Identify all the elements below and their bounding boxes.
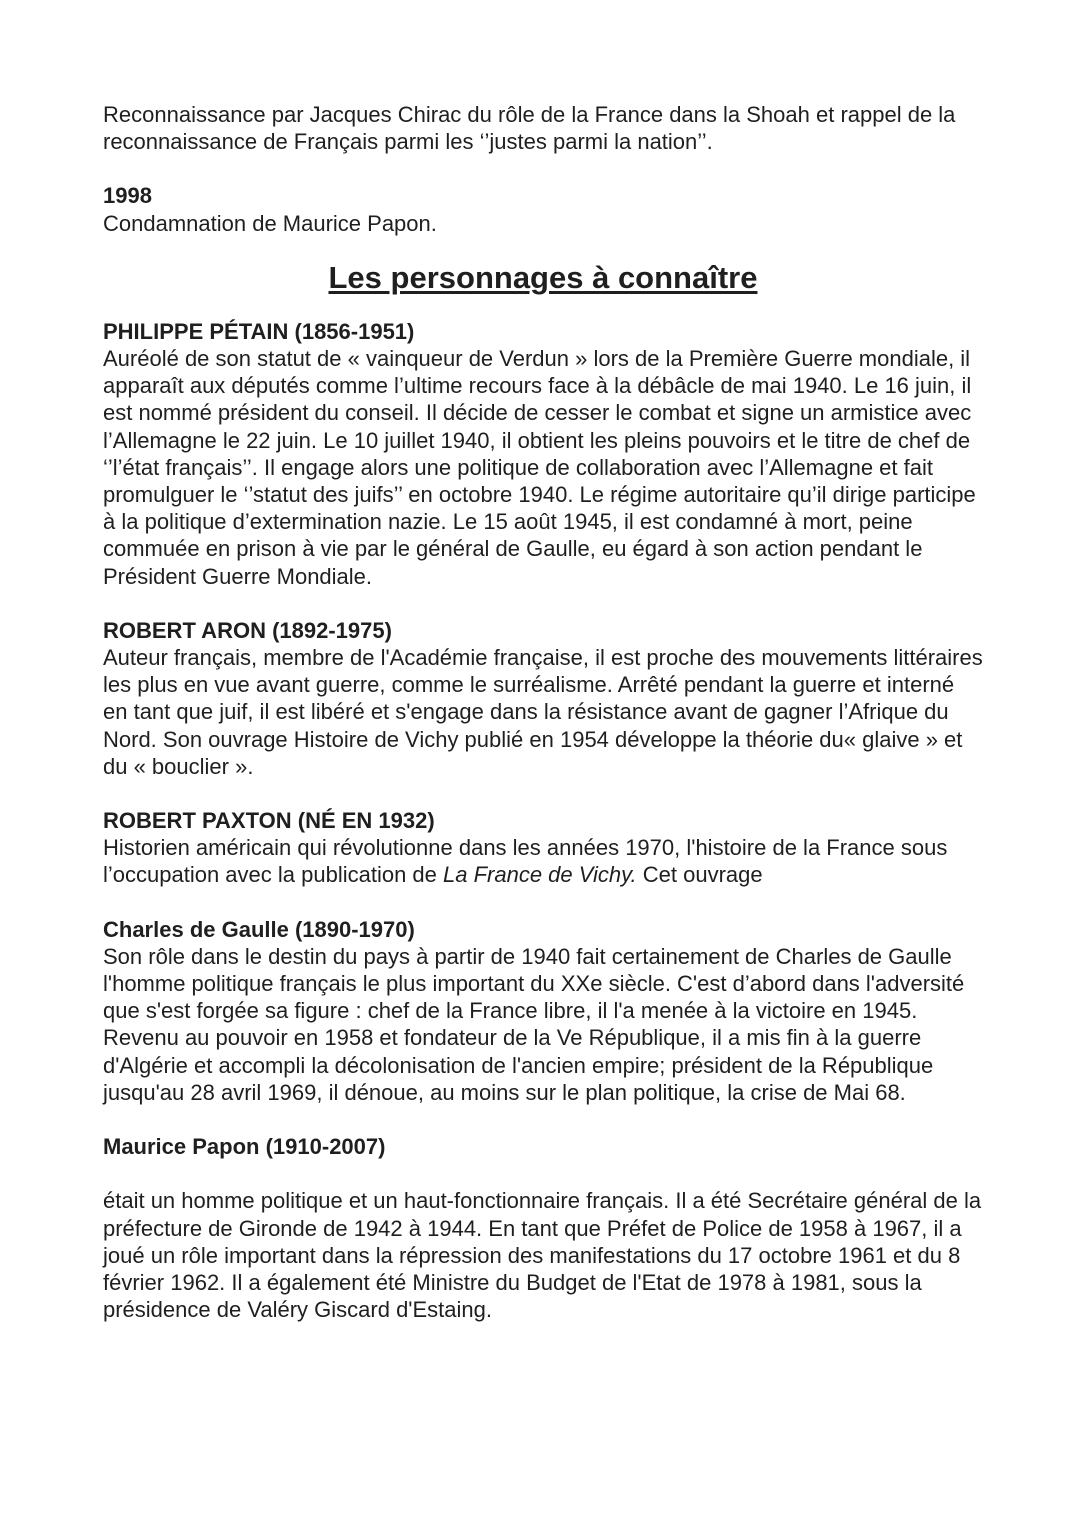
person-name: Charles de Gaulle (1890-1970)	[103, 916, 415, 942]
timeline-event: Condamnation de Maurice Papon.	[103, 210, 437, 236]
person-aron	[103, 617, 983, 780]
timeline-entry	[103, 182, 983, 236]
person-de-gaulle	[103, 916, 983, 1106]
intro-paragraph: Reconnaissance par Jacques Chirac du rôle de la France dans la Shoah et rappel de la reconnaissance de Français parmi les ‘’justes parmi la nation’’.	[103, 102, 956, 155]
person-paxton	[103, 807, 983, 889]
person-name: ROBERT ARON (1892-1975)	[103, 617, 392, 643]
person-bio: Auteur français, membre de l'Académie française, il est proche des mouvements littéraires les plus en vue avant guerre, comme le surréalisme. Arrêté pendant la guerre et interné en tant que juif, il est libéré et s'engage dans la résistance avant de gagner l’Afrique du Nord. Son ouvrage Histoire de Vichy publié en 1954 développe la théorie du« glaive » et du « bouclier ».	[103, 645, 983, 779]
bio-text: Historien américain qui révolutionne dans les années 1970, l'histoire de la France sous l’occupation avec la publication de	[103, 835, 948, 888]
person-bio: Son rôle dans le destin du pays à partir de 1940 fait certainement de Charles de Gaulle l'homme politique français le plus important du XXe siècle. C'est d’abord dans l'adversité que s'est forgée sa figure : chef de la France libre, il l'a menée à la victoire en 1945. Revenu au pouvoir en 1958 et fondateur de la Ve République, il a mis fin à la guerre d'Algérie et accompli la décolonisation de l'ancien empire; président de la République jusqu'au 28 avril 1969, il dénoue, au moins sur le plan politique, la crise de Mai 68.	[103, 943, 965, 1105]
book-title: La France de Vichy.	[443, 862, 637, 888]
person-name: PHILIPPE PÉTAIN (1856-1951)	[103, 318, 415, 344]
bio-text: Cet ouvrage	[636, 862, 763, 888]
person-bio: Auréolé de son statut de « vainqueur de Verdun » lors de la Première Guerre mondiale, il apparaît aux députés comme l’ultime recours face à la débâcle de mai 1940. Le 16 juin, il est nommé président du conseil. Il décide de cesser le combat et signe un armistice avec l’Allemagne le 22 juin. Le 10 juillet 1940, il obtient les pleins pouvoirs et le titre de chef de ‘’l’état français’’. Il engage alors une politique de collaboration avec l’Allemagne et fait promulguer le ‘’statut des juifs’’ en octobre 1940. Le régime autoritaire qu’il dirige participe à la politique d’extermination nazie. Le 15 août 1945, il est condamné à mort, peine commuée en prison à vie par le général de Gaulle, eu égard à son action pendant le Président Guerre Mondiale.	[103, 346, 976, 589]
person-petain	[103, 318, 983, 590]
person-name: ROBERT PAXTON (NÉ EN 1932)	[103, 808, 435, 834]
timeline-year: 1998	[103, 183, 152, 209]
person-bio	[103, 834, 983, 888]
person-bio: était un homme politique et un haut-fonctionnaire français. Il a été Secrétaire général de la préfecture de Gironde de 1942 à 1944. En tant que Préfet de Police de 1958 à 1967, il a joué un rôle important dans la répression des manifestations du 17 octobre 1961 et du 8 février 1962. Il a également été Ministre du Budget de l'Etat de 1978 à 1981, sous la présidence de Valéry Giscard d'Estaing.	[103, 1188, 982, 1323]
section-title: Les personnages à connaître	[328, 259, 758, 295]
person-name: Maurice Papon (1910-2007)	[103, 1134, 386, 1160]
document-page	[103, 101, 983, 1323]
person-papon	[103, 1133, 983, 1323]
